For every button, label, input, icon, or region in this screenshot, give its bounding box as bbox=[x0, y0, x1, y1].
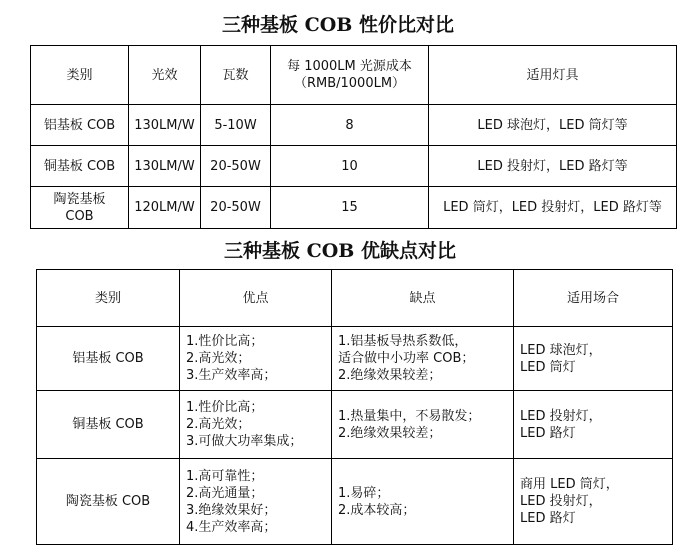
application-cell: LED 筒灯，LED 投射灯，LED 路灯等 bbox=[429, 187, 677, 229]
category-cell: 铝基板 COB bbox=[37, 327, 180, 391]
header-cell: 光效 bbox=[129, 46, 201, 105]
application-cell bbox=[514, 459, 673, 545]
table1-title: 三种基板 COB 性价比对比 bbox=[222, 14, 454, 36]
pros-cell bbox=[180, 459, 332, 545]
header-cell: 类别 bbox=[37, 270, 180, 327]
header-cell: 瓦数 bbox=[201, 46, 271, 105]
pros-cell bbox=[180, 327, 332, 391]
cell-line: 1.性价比高； bbox=[186, 400, 264, 415]
table-row bbox=[31, 105, 677, 146]
pros-cell bbox=[180, 391, 332, 459]
header-cell bbox=[271, 46, 429, 105]
table-header-row bbox=[37, 270, 673, 327]
cell-line: LED 筒灯 bbox=[520, 359, 576, 375]
wattage-cell: 20-50W bbox=[201, 146, 271, 187]
cons-cell bbox=[332, 327, 514, 391]
application-cell: LED 球泡灯，LED 筒灯等 bbox=[429, 105, 677, 146]
application-cell bbox=[514, 327, 673, 391]
efficacy-cell: 130LM/W bbox=[129, 105, 201, 146]
cell-line: 每 1000LM 光源成本 bbox=[287, 59, 412, 74]
cell-line: LED 投射灯， bbox=[520, 408, 602, 424]
cell-line: LED 球泡灯， bbox=[520, 342, 602, 358]
header-cell: 类别 bbox=[31, 46, 129, 105]
header-cell: 适用灯具 bbox=[429, 46, 677, 105]
cell-line: 2.高光效； bbox=[186, 351, 251, 366]
application-cell: LED 投射灯，LED 路灯等 bbox=[429, 146, 677, 187]
cell-line: 2.高光效； bbox=[186, 417, 251, 432]
cell-line: 1.易碎； bbox=[338, 485, 390, 501]
category-cell: 铝基板 COB bbox=[31, 105, 129, 146]
table-row bbox=[31, 146, 677, 187]
table-header-row bbox=[31, 46, 677, 105]
cost-cell: 15 bbox=[271, 187, 429, 229]
cost-cell: 8 bbox=[271, 105, 429, 146]
cell-line: 2.绝缘效果较差； bbox=[338, 425, 442, 441]
application-cell bbox=[514, 391, 673, 459]
cell-line: 3.绝缘效果好； bbox=[186, 502, 277, 518]
header-cell: 缺点 bbox=[332, 270, 514, 327]
price-performance-table bbox=[30, 45, 677, 229]
efficacy-cell: 120LM/W bbox=[129, 187, 201, 229]
cell-line: 2.成本较高； bbox=[338, 502, 416, 518]
cell-line: 陶瓷基板 bbox=[53, 191, 106, 207]
cons-cell bbox=[332, 391, 514, 459]
cell-line: COB bbox=[65, 208, 94, 224]
cell-line: LED 投射灯， bbox=[520, 494, 602, 509]
category-cell bbox=[31, 187, 129, 229]
cost-cell: 10 bbox=[271, 146, 429, 187]
cell-line: LED 路灯 bbox=[520, 425, 576, 441]
cell-line: 1.铝基板导热系数低， bbox=[338, 334, 468, 349]
cell-line: LED 路灯 bbox=[520, 511, 576, 526]
table-row bbox=[31, 187, 677, 229]
header-cell: 优点 bbox=[180, 270, 332, 327]
cell-line: （RMB/1000LM） bbox=[293, 76, 406, 91]
cons-cell bbox=[332, 459, 514, 545]
table2-title: 三种基板 COB 优缺点对比 bbox=[224, 240, 456, 262]
cell-line: 1.高可靠性； bbox=[186, 468, 264, 484]
table-row bbox=[37, 391, 673, 459]
pros-cons-table bbox=[36, 269, 673, 545]
table-row bbox=[37, 327, 673, 391]
category-cell: 铜基板 COB bbox=[37, 391, 180, 459]
category-cell: 铜基板 COB bbox=[31, 146, 129, 187]
cell-line: 2.高光通量； bbox=[186, 485, 264, 501]
cell-line: 1.性价比高； bbox=[186, 334, 264, 349]
wattage-cell: 5-10W bbox=[201, 105, 271, 146]
cell-line: 3.可做大功率集成； bbox=[186, 434, 303, 449]
table-row bbox=[37, 459, 673, 545]
category-cell: 陶瓷基板 COB bbox=[37, 459, 180, 545]
header-cell: 适用场合 bbox=[514, 270, 673, 327]
cell-line: 2.绝缘效果较差； bbox=[338, 368, 442, 383]
wattage-cell: 20-50W bbox=[201, 187, 271, 229]
cell-line: 4.生产效率高； bbox=[186, 519, 277, 535]
efficacy-cell: 130LM/W bbox=[129, 146, 201, 187]
cell-line: 1.热量集中，不易散发； bbox=[338, 408, 481, 424]
cell-line: 3.生产效率高； bbox=[186, 368, 277, 383]
cell-line: 适合做中小功率 COB； bbox=[338, 351, 475, 366]
cell-line: 商用 LED 筒灯， bbox=[520, 477, 619, 492]
